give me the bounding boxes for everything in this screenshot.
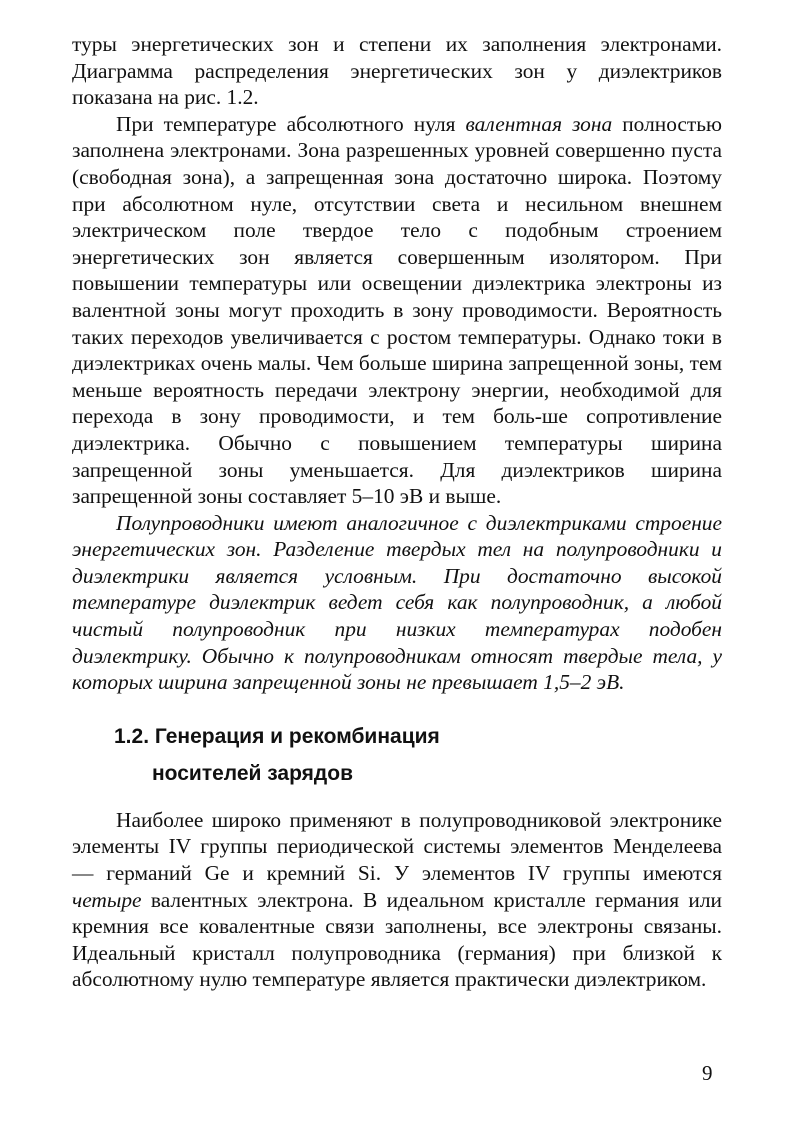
paragraph-3-italic: Полупроводники имеют аналогичное с диэлектриками строение энергетических зон. Разделение твердых тел на полупроводники и диэлектрики является условным. При достаточно высокой температуре диэлектрик ведет себя как полупроводник, а любой чистый полупроводник при низких температурах подобен диэлектрику. Обычно к полупроводникам относят твердые тела, у которых ширина запрещенной зоны не превышает 1,5–2 эВ. [72, 510, 722, 695]
paragraph-1: туры энергетических зон и степени их заполнения электронами. Диаграмма распределения энергетических зон у диэлектриков показана на рис. 1.2. [72, 32, 722, 110]
section-heading-line-2: носителей зарядов [152, 761, 353, 785]
paragraph-2-text-a: При температуре абсолютного нуля [116, 111, 466, 136]
paragraph-4-text-b: валентных электрона. В идеальном кристалле германия или кремния все ковалентные связи заполнены, все электроны связаны. Идеальный кристалл полупроводника (германия) при близкой к абсолютному нулю температуре является практически диэлектриком. [72, 887, 722, 992]
paragraph-4 [72, 807, 722, 993]
paragraph-2 [72, 111, 722, 510]
section-heading [72, 724, 722, 787]
term-four: четыре [72, 887, 142, 912]
section-heading-line-1: 1.2. Генерация и рекомбинация [114, 724, 440, 748]
page-number: 9 [702, 1061, 713, 1085]
term-valence-band: валентная зона [465, 111, 613, 136]
paragraph-4-text-a: Наиболее широко применяют в полупроводниковой электронике элементы IV группы периодической системы элементов Менделеева — германий Ge и кремний Si. У элементов IV группы имеются [72, 807, 722, 886]
page-content [72, 31, 722, 993]
paragraph-2-text-b: полностью заполнена электронами. Зона разрешенных уровней совершенно пуста (свободная зона), а запрещенная зона достаточно широка. Поэтому при абсолютном нуле, отсутствии света и несильном внешнем электрическом поле твердое тело с подобным строением энергетических зон является совершенным изолятором. При повышении температуры или освещении диэлектрика электроны из валентной зоны могут проходить в зону проводимости. Вероятность таких переходов увеличивается с ростом температуры. Однако токи в диэлектриках очень малы. Чем больше ширина запрещенной зоны, тем меньше вероятность передачи электрону энергии, необходимой для перехода в зону проводимости, и тем боль-ше сопротивление диэлектрика. Обычно с повышением температуры ширина запрещенной зоны уменьшается. Для диэлектриков ширина запрещенной зоны составляет 5–10 эВ и выше. [72, 111, 723, 509]
